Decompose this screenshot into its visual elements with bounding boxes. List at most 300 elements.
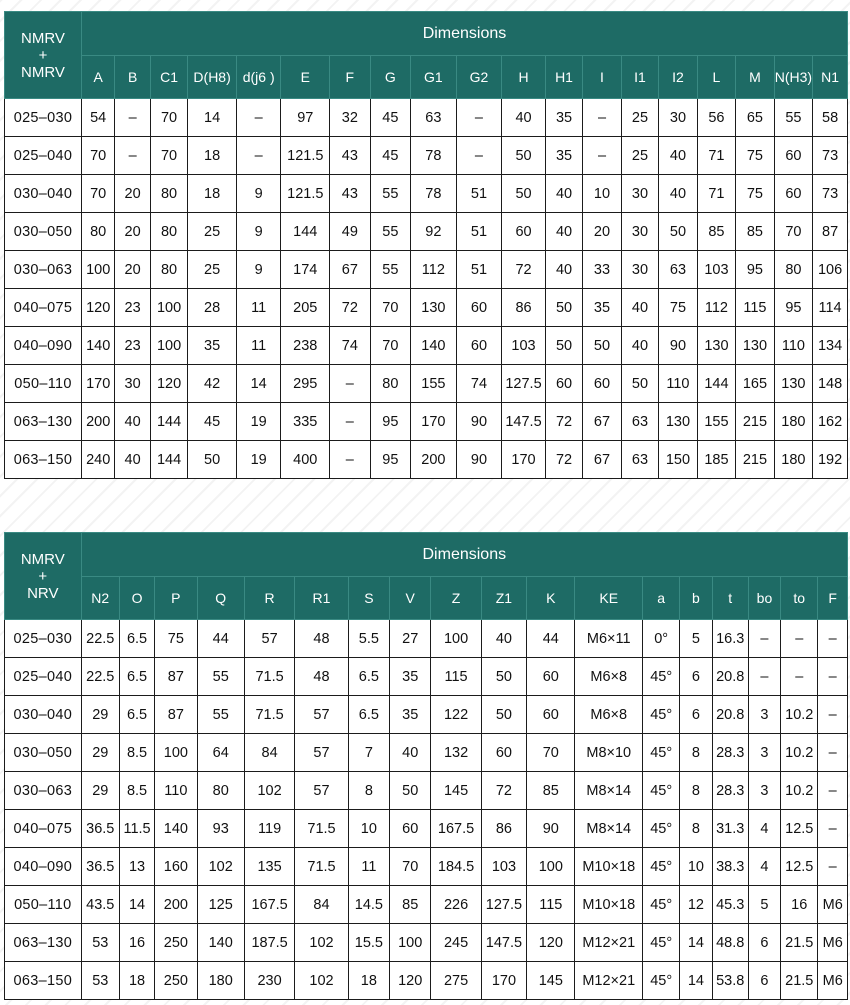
column-header: V — [390, 577, 431, 620]
value-cell: – — [456, 137, 502, 175]
value-cell: 60 — [456, 327, 502, 365]
value-cell: 22.5 — [81, 658, 119, 696]
value-cell: 67 — [583, 441, 621, 479]
table-row — [5, 620, 848, 658]
value-cell: 20 — [115, 251, 150, 289]
value-cell: 95 — [370, 403, 411, 441]
value-cell: 40 — [115, 403, 150, 441]
value-cell: 45.3 — [712, 886, 748, 924]
value-cell: 90 — [527, 810, 575, 848]
value-cell: 14 — [188, 99, 237, 137]
value-cell: 30 — [115, 365, 150, 403]
value-cell: M10×18 — [575, 886, 643, 924]
value-cell: 73 — [813, 137, 848, 175]
column-header: F — [330, 56, 371, 99]
value-cell: 78 — [411, 175, 457, 213]
value-cell: 4 — [748, 810, 780, 848]
value-cell: 215 — [736, 403, 774, 441]
value-cell: 12.5 — [781, 810, 818, 848]
value-cell: 71.5 — [244, 696, 294, 734]
table-row — [5, 327, 848, 365]
value-cell: 5.5 — [348, 620, 389, 658]
value-cell: 42 — [188, 365, 237, 403]
value-cell: 63 — [621, 403, 658, 441]
value-cell: 10.2 — [781, 734, 818, 772]
value-cell: – — [781, 658, 818, 696]
column-header: b — [680, 577, 712, 620]
value-cell: 29 — [81, 734, 119, 772]
value-cell: 240 — [81, 441, 114, 479]
table-row — [5, 924, 848, 962]
value-cell: 11.5 — [119, 810, 154, 848]
value-cell: 57 — [295, 734, 348, 772]
table-row — [5, 441, 848, 479]
value-cell: 0° — [643, 620, 680, 658]
value-cell: 6.5 — [348, 658, 389, 696]
value-cell: 53 — [81, 962, 119, 1000]
value-cell: 114 — [813, 289, 848, 327]
value-cell: 45 — [188, 403, 237, 441]
value-cell: 86 — [502, 289, 546, 327]
table-row — [5, 810, 848, 848]
value-cell: 121.5 — [281, 175, 330, 213]
value-cell: 140 — [155, 810, 197, 848]
value-cell: 30 — [621, 213, 658, 251]
value-cell: 102 — [197, 848, 244, 886]
value-cell: 71.5 — [295, 848, 348, 886]
value-cell: 50 — [390, 772, 431, 810]
value-cell: 110 — [659, 365, 697, 403]
value-cell: 148 — [813, 365, 848, 403]
model-cell: 030–040 — [5, 175, 82, 213]
value-cell: 54 — [81, 99, 114, 137]
model-cell: 030–063 — [5, 772, 82, 810]
value-cell: 71.5 — [295, 810, 348, 848]
value-cell: 87 — [813, 213, 848, 251]
value-cell: 100 — [390, 924, 431, 962]
value-cell: 155 — [697, 403, 735, 441]
value-cell: 75 — [155, 620, 197, 658]
value-cell: – — [818, 696, 848, 734]
value-cell: 40 — [621, 289, 658, 327]
value-cell: 145 — [527, 962, 575, 1000]
value-cell: – — [748, 658, 780, 696]
value-cell: 35 — [390, 696, 431, 734]
value-cell: 30 — [659, 99, 697, 137]
value-cell: 200 — [81, 403, 114, 441]
value-cell: 80 — [774, 251, 812, 289]
model-cell: 040–090 — [5, 327, 82, 365]
column-header: R — [244, 577, 294, 620]
value-cell: 50 — [583, 327, 621, 365]
value-cell: 53 — [81, 924, 119, 962]
value-cell: 180 — [774, 403, 812, 441]
column-header: P — [155, 577, 197, 620]
value-cell: 40 — [481, 620, 526, 658]
value-cell: 160 — [155, 848, 197, 886]
value-cell: – — [236, 137, 281, 175]
value-cell: 170 — [411, 403, 457, 441]
value-cell: 150 — [659, 441, 697, 479]
value-cell: 28 — [188, 289, 237, 327]
value-cell: 90 — [456, 403, 502, 441]
value-cell: 100 — [155, 734, 197, 772]
value-cell: 45° — [643, 734, 680, 772]
value-cell: 55 — [370, 213, 411, 251]
value-cell: 70 — [81, 175, 114, 213]
value-cell: 12.5 — [781, 848, 818, 886]
value-cell: 40 — [659, 137, 697, 175]
value-cell: – — [818, 620, 848, 658]
table-row — [5, 99, 848, 137]
model-cell: 040–075 — [5, 289, 82, 327]
value-cell: 67 — [330, 251, 371, 289]
value-cell: 72 — [330, 289, 371, 327]
value-cell: 85 — [736, 213, 774, 251]
value-cell: 78 — [411, 137, 457, 175]
column-header: to — [781, 577, 818, 620]
value-cell: 43 — [330, 175, 371, 213]
value-cell: M8×14 — [575, 772, 643, 810]
value-cell: 38.3 — [712, 848, 748, 886]
value-cell: 10 — [680, 848, 712, 886]
value-cell: 22.5 — [81, 620, 119, 658]
value-cell: 60 — [527, 696, 575, 734]
value-cell: 8 — [680, 810, 712, 848]
value-cell: 205 — [281, 289, 330, 327]
value-cell: 134 — [813, 327, 848, 365]
value-cell: 84 — [295, 886, 348, 924]
value-cell: 60 — [456, 289, 502, 327]
value-cell: 144 — [281, 213, 330, 251]
value-cell: 51 — [456, 251, 502, 289]
column-header: S — [348, 577, 389, 620]
value-cell: 85 — [527, 772, 575, 810]
column-header: a — [643, 577, 680, 620]
value-cell: 125 — [197, 886, 244, 924]
value-cell: 72 — [502, 251, 546, 289]
value-cell: 100 — [527, 848, 575, 886]
value-cell: 112 — [411, 251, 457, 289]
table-row — [5, 962, 848, 1000]
value-cell: 170 — [502, 441, 546, 479]
value-cell: 8 — [680, 734, 712, 772]
value-cell: 60 — [774, 175, 812, 213]
value-cell: 165 — [736, 365, 774, 403]
value-cell: 25 — [621, 99, 658, 137]
value-cell: 127.5 — [481, 886, 526, 924]
value-cell: 130 — [659, 403, 697, 441]
table-row — [5, 696, 848, 734]
value-cell: 215 — [736, 441, 774, 479]
model-cell: 040–075 — [5, 810, 82, 848]
value-cell: 14.5 — [348, 886, 389, 924]
value-cell: 35 — [583, 289, 621, 327]
value-cell: 8 — [680, 772, 712, 810]
value-cell: 74 — [456, 365, 502, 403]
value-cell: 14 — [236, 365, 281, 403]
value-cell: 44 — [197, 620, 244, 658]
value-cell: 11 — [236, 289, 281, 327]
corner-header: NMRV + NRV — [5, 533, 82, 620]
model-cell: 040–090 — [5, 848, 82, 886]
value-cell: – — [818, 658, 848, 696]
value-cell: 8.5 — [119, 734, 154, 772]
value-cell: – — [818, 734, 848, 772]
model-cell: 063–150 — [5, 962, 82, 1000]
value-cell: 75 — [736, 175, 774, 213]
column-header: G — [370, 56, 411, 99]
value-cell: 70 — [774, 213, 812, 251]
value-cell: 110 — [155, 772, 197, 810]
value-cell: 80 — [150, 213, 187, 251]
value-cell: 33 — [583, 251, 621, 289]
value-cell: 19 — [236, 403, 281, 441]
value-cell: 20 — [115, 175, 150, 213]
value-cell: M6 — [818, 886, 848, 924]
value-cell: 174 — [281, 251, 330, 289]
value-cell: 28.3 — [712, 734, 748, 772]
value-cell: 14 — [680, 924, 712, 962]
value-cell: 3 — [748, 696, 780, 734]
value-cell: – — [115, 137, 150, 175]
value-cell: 50 — [659, 213, 697, 251]
value-cell: 100 — [431, 620, 481, 658]
value-cell: 75 — [736, 137, 774, 175]
value-cell: 130 — [774, 365, 812, 403]
value-cell: 135 — [244, 848, 294, 886]
value-cell: 57 — [295, 772, 348, 810]
value-cell: 63 — [659, 251, 697, 289]
value-cell: 40 — [115, 441, 150, 479]
table-row — [5, 886, 848, 924]
model-cell: 025–040 — [5, 137, 82, 175]
value-cell: – — [583, 137, 621, 175]
value-cell: 40 — [545, 213, 582, 251]
value-cell: 73 — [813, 175, 848, 213]
value-cell: 44 — [527, 620, 575, 658]
value-cell: 43 — [330, 137, 371, 175]
value-cell: 40 — [621, 327, 658, 365]
value-cell: 23 — [115, 289, 150, 327]
value-cell: 50 — [481, 696, 526, 734]
value-cell: 120 — [150, 365, 187, 403]
value-cell: 180 — [197, 962, 244, 1000]
value-cell: 70 — [390, 848, 431, 886]
value-cell: 145 — [431, 772, 481, 810]
value-cell: 120 — [390, 962, 431, 1000]
value-cell: 127.5 — [502, 365, 546, 403]
column-header: R1 — [295, 577, 348, 620]
value-cell: 19 — [236, 441, 281, 479]
value-cell: 58 — [813, 99, 848, 137]
value-cell: 55 — [370, 175, 411, 213]
value-cell: 3 — [748, 772, 780, 810]
value-cell: 72 — [481, 772, 526, 810]
value-cell: 45° — [643, 886, 680, 924]
column-header: G1 — [411, 56, 457, 99]
value-cell: 30 — [621, 251, 658, 289]
value-cell: – — [330, 403, 371, 441]
value-cell: – — [330, 441, 371, 479]
value-cell: 140 — [81, 327, 114, 365]
value-cell: 5 — [748, 886, 780, 924]
value-cell: 102 — [295, 924, 348, 962]
value-cell: 80 — [150, 251, 187, 289]
table-row — [5, 289, 848, 327]
value-cell: 90 — [456, 441, 502, 479]
value-cell: 103 — [697, 251, 735, 289]
value-cell: 4 — [748, 848, 780, 886]
value-cell: – — [781, 620, 818, 658]
value-cell: 140 — [197, 924, 244, 962]
column-header: G2 — [456, 56, 502, 99]
dimensions-header: Dimensions — [81, 12, 847, 56]
value-cell: 167.5 — [431, 810, 481, 848]
value-cell: 100 — [150, 327, 187, 365]
value-cell: 16 — [119, 924, 154, 962]
value-cell: 167.5 — [244, 886, 294, 924]
column-header: F — [818, 577, 848, 620]
value-cell: 14 — [119, 886, 154, 924]
column-header: L — [697, 56, 735, 99]
value-cell: 6 — [680, 658, 712, 696]
value-cell: 245 — [431, 924, 481, 962]
value-cell: 45 — [370, 99, 411, 137]
column-header: I2 — [659, 56, 697, 99]
value-cell: 29 — [81, 696, 119, 734]
value-cell: 48 — [295, 620, 348, 658]
value-cell: 9 — [236, 251, 281, 289]
value-cell: 25 — [621, 137, 658, 175]
value-cell: 6 — [680, 696, 712, 734]
value-cell: 87 — [155, 696, 197, 734]
model-cell: 063–130 — [5, 924, 82, 962]
value-cell: 295 — [281, 365, 330, 403]
value-cell: 45° — [643, 924, 680, 962]
value-cell: 71.5 — [244, 658, 294, 696]
value-cell: 5 — [680, 620, 712, 658]
value-cell: 200 — [155, 886, 197, 924]
value-cell: 74 — [330, 327, 371, 365]
column-header: N2 — [81, 577, 119, 620]
value-cell: 40 — [545, 175, 582, 213]
value-cell: 43.5 — [81, 886, 119, 924]
model-cell: 050–110 — [5, 886, 82, 924]
value-cell: 192 — [813, 441, 848, 479]
value-cell: 10 — [583, 175, 621, 213]
dimensions-table-nmrv-nmrv — [4, 11, 848, 479]
table-row — [5, 137, 848, 175]
value-cell: – — [818, 772, 848, 810]
value-cell: 48 — [295, 658, 348, 696]
value-cell: M8×14 — [575, 810, 643, 848]
value-cell: 87 — [155, 658, 197, 696]
value-cell: 7 — [348, 734, 389, 772]
value-cell: 275 — [431, 962, 481, 1000]
value-cell: 230 — [244, 962, 294, 1000]
value-cell: – — [818, 810, 848, 848]
value-cell: 6 — [748, 962, 780, 1000]
value-cell: 25 — [188, 251, 237, 289]
value-cell: 130 — [697, 327, 735, 365]
value-cell: 70 — [81, 137, 114, 175]
value-cell: 60 — [390, 810, 431, 848]
value-cell: 250 — [155, 962, 197, 1000]
value-cell: 63 — [621, 441, 658, 479]
value-cell: 9 — [236, 213, 281, 251]
column-header: H1 — [545, 56, 582, 99]
value-cell: 11 — [236, 327, 281, 365]
value-cell: 147.5 — [481, 924, 526, 962]
table-row — [5, 658, 848, 696]
value-cell: 50 — [545, 327, 582, 365]
value-cell: 60 — [774, 137, 812, 175]
column-header: Q — [197, 577, 244, 620]
value-cell: 120 — [81, 289, 114, 327]
value-cell: 400 — [281, 441, 330, 479]
column-header: t — [712, 577, 748, 620]
value-cell: M10×18 — [575, 848, 643, 886]
column-header: N(H3) — [774, 56, 812, 99]
value-cell: 11 — [348, 848, 389, 886]
value-cell: 144 — [150, 403, 187, 441]
value-cell: 35 — [545, 99, 582, 137]
value-cell: 187.5 — [244, 924, 294, 962]
value-cell: 6.5 — [119, 658, 154, 696]
value-cell: 23 — [115, 327, 150, 365]
value-cell: 55 — [197, 658, 244, 696]
value-cell: – — [456, 99, 502, 137]
value-cell: – — [330, 365, 371, 403]
value-cell: 50 — [621, 365, 658, 403]
value-cell: 85 — [697, 213, 735, 251]
value-cell: 31.3 — [712, 810, 748, 848]
value-cell: 80 — [197, 772, 244, 810]
value-cell: 21.5 — [781, 962, 818, 1000]
value-cell: 50 — [188, 441, 237, 479]
model-cell: 025–030 — [5, 99, 82, 137]
column-header: bo — [748, 577, 780, 620]
model-cell: 025–040 — [5, 658, 82, 696]
model-cell: 063–150 — [5, 441, 82, 479]
corner-header: NMRV + NMRV — [5, 12, 82, 99]
value-cell: 16.3 — [712, 620, 748, 658]
model-cell: 025–030 — [5, 620, 82, 658]
column-header: E — [281, 56, 330, 99]
value-cell: 170 — [81, 365, 114, 403]
column-header: B — [115, 56, 150, 99]
value-cell: 20 — [115, 213, 150, 251]
table-row — [5, 213, 848, 251]
value-cell: 3 — [748, 734, 780, 772]
value-cell: 32 — [330, 99, 371, 137]
value-cell: 9 — [236, 175, 281, 213]
column-header: D(H8) — [188, 56, 237, 99]
value-cell: 60 — [583, 365, 621, 403]
table-row — [5, 848, 848, 886]
value-cell: – — [818, 848, 848, 886]
value-cell: 184.5 — [431, 848, 481, 886]
value-cell: 70 — [150, 99, 187, 137]
value-cell: 63 — [411, 99, 457, 137]
value-cell: 71 — [697, 175, 735, 213]
value-cell: 119 — [244, 810, 294, 848]
value-cell: 147.5 — [502, 403, 546, 441]
value-cell: 20 — [583, 213, 621, 251]
value-cell: 75 — [659, 289, 697, 327]
value-cell: 55 — [370, 251, 411, 289]
